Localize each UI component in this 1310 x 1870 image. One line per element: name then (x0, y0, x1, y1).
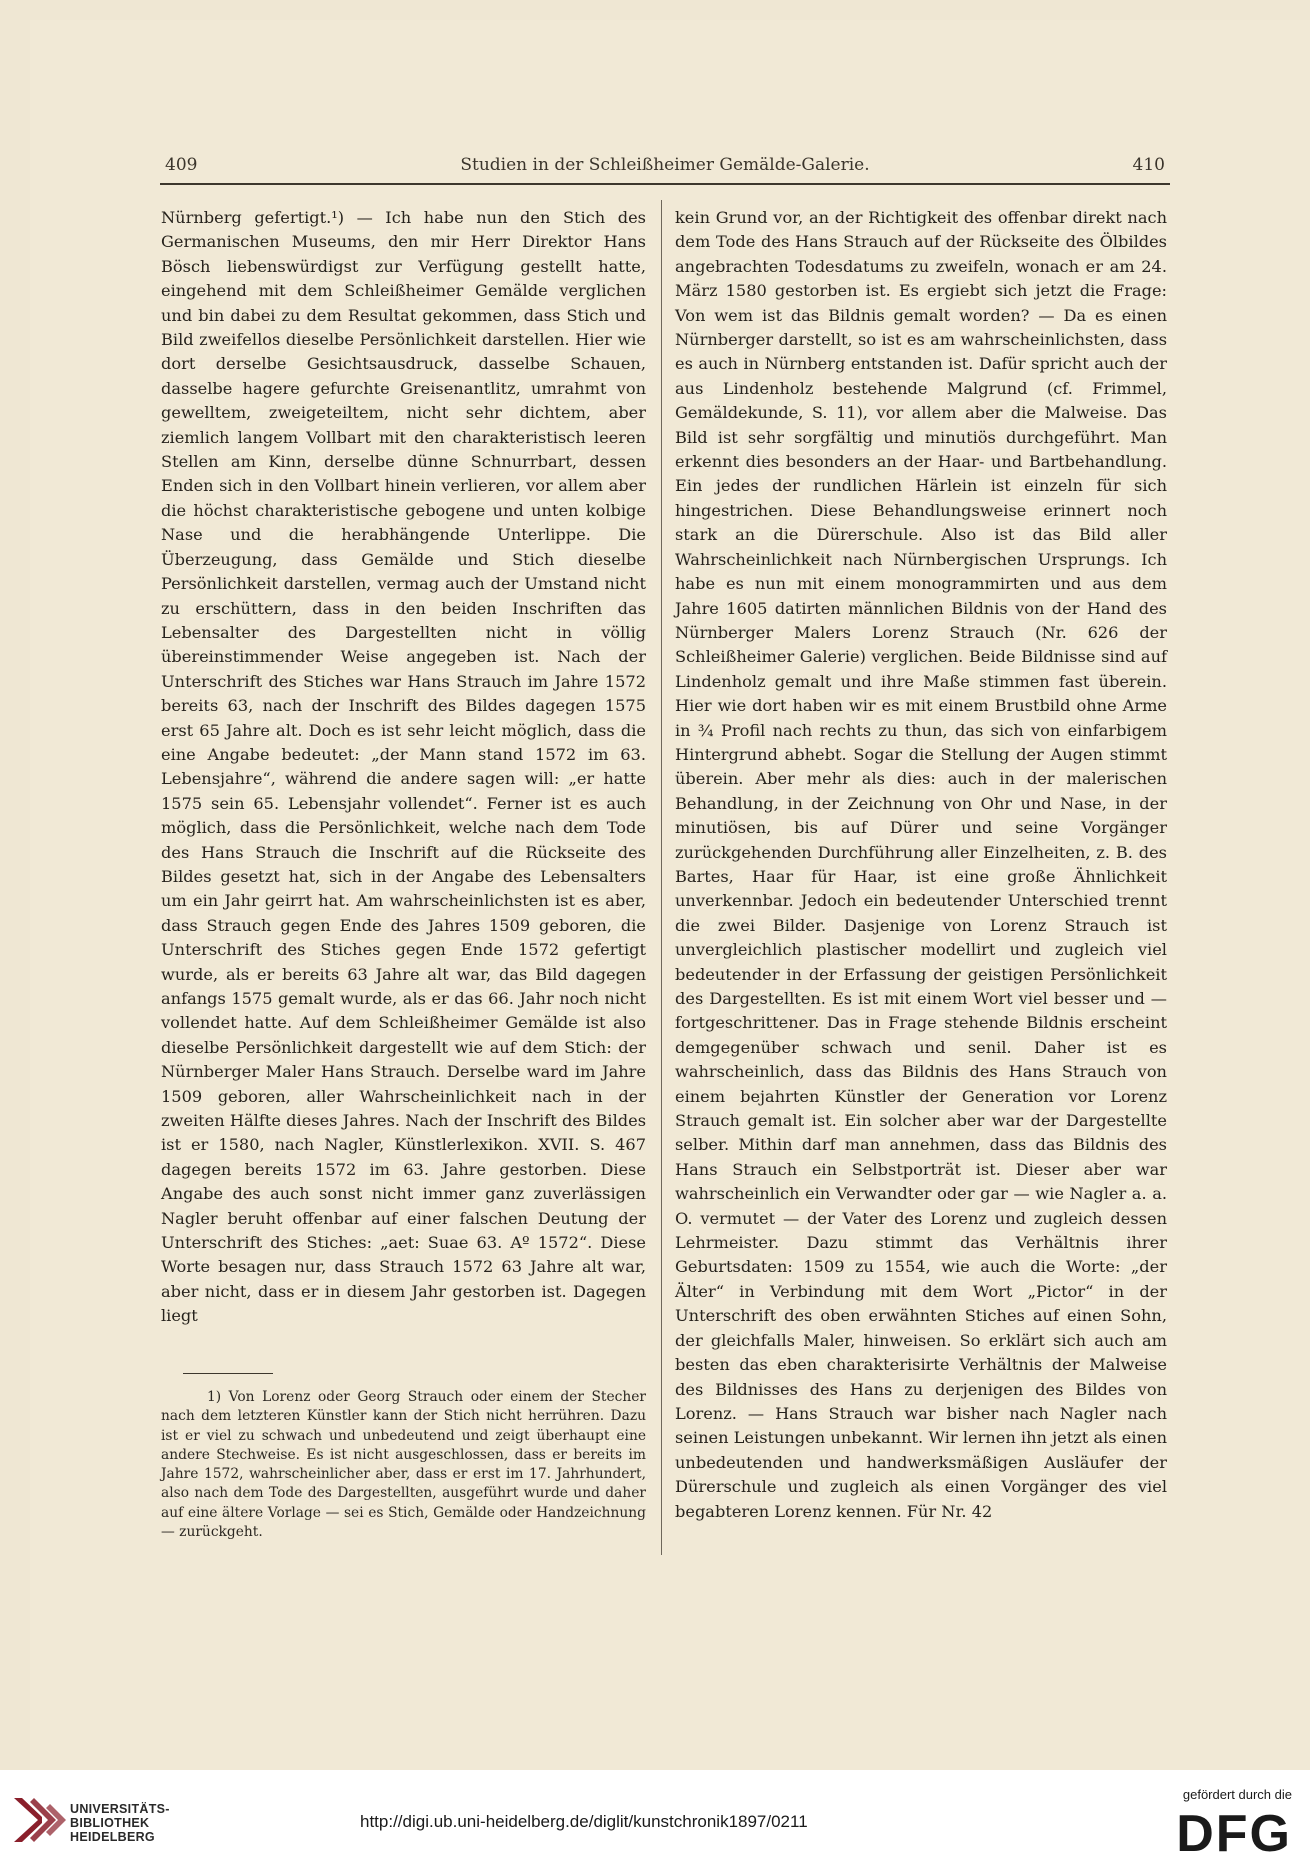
funding-label: gefördert durch die (1182, 1787, 1292, 1802)
library-name-line: HEIDELBERG (70, 1830, 155, 1844)
right-column (675, 206, 1167, 1524)
dfg-logo: DFG (1176, 1805, 1292, 1863)
page-number-right: 410 (1132, 155, 1165, 175)
left-column-text: Nürnberg gefertigt.¹) — Ich habe nun den Stich des Germanischen Museums, den mir Herr Direktor Hans Bösch liebenswürdigst zur Verfügung gestellt hatte, eingehend mit dem Schleißheimer Gemälde verglichen und bin dabei zu dem Resultat gekommen, dass Stich und Bild zweifellos dieselbe Persönlichkeit darstellen. Hier wie dort derselbe Gesichtsausdruck, dasselbe Schauen, dasselbe hagere gefurchte Greisenantlitz, umrahmt von gewelltem, zweigeteiltem, nicht sehr dichtem, aber ziemlich langem Vollbart mit den charakteristisch leeren Stellen am Kinn, derselbe dünne Schnurrbart, dessen Enden sich in den Vollbart hinein verlieren, vor allem aber die höchst charakteristische gebogene und unten kolbige Nase und die herabhängende Unterlippe. Die Überzeugung, dass Gemälde und Stich dieselbe Persönlichkeit darstellen, vermag auch der Umstand nicht zu erschüttern, dass in den beiden Inschriften das Lebensalter des Dargestellten nicht in völlig übereinstimmender Weise angegeben ist. Nach der Unterschrift des Stiches war Hans Strauch im Jahre 1572 bereits 63, nach der Inschrift des Bildes dagegen 1575 erst 65 Jahre alt. Doch es ist sehr leicht möglich, dass die eine Angabe bedeutet: „der Mann stand 1572 im 63. Lebensjahre“, während die andere sagen will: „er hatte 1575 sein 65. Lebensjahr vollendet“. Ferner ist es auch möglich, dass die Persönlichkeit, welche nach dem Tode des Hans Strauch die Inschrift auf die Rückseite des Bildes gesetzt hat, sich in der Angabe des Lebensalters um ein Jahr geirrt hat. Am wahrscheinlichsten ist es aber, dass Strauch gegen Ende des Jahres 1509 geboren, die Unterschrift des Stiches gegen Ende 1572 gefertigt wurde, als er bereits 63 Jahre alt war, das Bild dagegen anfangs 1575 gemalt wurde, als er das 66. Jahr noch nicht vollendet hatte. Auf dem Schleißheimer Gemälde ist also dieselbe Persönlichkeit dargestellt wie auf dem Stich: der Nürnberger Maler Hans Strauch. Derselbe ward im Jahre 1509 geboren, aller Wahrscheinlichkeit nach in der zweiten Hälfte dieses Jahres. Nach der Inschrift des Bildes ist er 1580, nach Nagler, Künstlerlexikon. XVII. S. 467 dagegen bereits 1572 im 63. Jahre gestorben. Diese Angabe des auch sonst nicht immer ganz zuverlässigen Nagler beruht offenbar auf einer falschen Deutung der Unterschrift des Stiches: „aet: Suae 63. Aº 1572“. Diese Worte besagen nur, dass Strauch 1572 63 Jahre alt war, aber nicht, dass er in diesem Jahr gestorben ist. Dagegen liegt (161, 208, 646, 1326)
university-library-logo-icon (8, 1790, 78, 1850)
header-rule (160, 183, 1170, 185)
source-url-link[interactable]: http://digi.ub.uni-heidelberg.de/diglit/kunstchronik1897/0211 (360, 1812, 808, 1831)
footnote (161, 1388, 646, 1542)
left-column (161, 206, 646, 1329)
column-divider (661, 200, 662, 1555)
footnote-rule (183, 1373, 273, 1374)
running-header (165, 155, 1165, 185)
library-name (70, 1802, 170, 1844)
library-name-line: UNIVERSITÄTS- (70, 1802, 170, 1816)
right-column-text: kein Grund vor, an der Richtigkeit des offenbar direkt nach dem Tode des Hans Strauch auf der Rückseite des Ölbildes angebrachten Todesdatums zu zweifeln, wonach er am 24. März 1580 gestorben ist. Es ergiebt sich jetzt die Frage: Von wem ist das Bildnis gemalt worden? — Da es einen Nürnberger darstellt, so ist es am wahrscheinlichsten, dass es auch in Nürnberg entstanden ist. Dafür spricht auch der aus Lindenholz bestehende Malgrund (cf. Frimmel, Gemäldekunde, S. 11), vor allem aber die Malweise. Das Bild ist sehr sorgfältig und minutiös durchgeführt. Man erkennt dies besonders an der Haar- und Bartbehandlung. Ein jedes der rundlichen Härlein ist einzeln für sich hingestrichen. Diese Behandlungsweise erinnert noch stark an die Dürerschule. Also ist das Bild aller Wahrscheinlichkeit nach Nürnbergischen Ursprungs. Ich habe es nun mit einem monogrammirten und aus dem Jahre 1605 datirten männlichen Bildnis von der Hand des Nürnberger Malers Lorenz Strauch (Nr. 626 der Schleißheimer Galerie) verglichen. Beide Bildnisse sind auf Lindenholz gemalt und ihre Maße stimmen fast überein. Hier wie dort haben wir es mit einem Brustbild ohne Arme in ¾ Profil nach rechts zu thun, das sich von einfarbigem Hintergrund abhebt. Sogar die Stellung der Augen stimmt überein. Aber mehr als dies: auch in der malerischen Behandlung, in der Zeichnung von Ohr und Nase, in der minutiösen, bis auf Dürer und seine Vorgänger zurückgehenden Durchführung aller Einzelheiten, z. B. des Bartes, Haar für Haar, ist eine große Ähnlichkeit unverkennbar. Jedoch ein bedeutender Unterschied trennt die zwei Bilder. Dasjenige von Lorenz Strauch ist unvergleichlich plastischer modellirt und zugleich viel bedeutender in der Erfassung der geistigen Persönlichkeit des Dargestellten. Es ist mit einem Wort viel besser und — fortgeschrittener. Das in Frage stehende Bildnis erscheint demgegenüber schwach und senil. Daher ist es wahrscheinlich, dass das Bildnis des Hans Strauch von einem bejahrten Künstler der Generation vor Lorenz Strauch gemalt ist. Ein solcher aber war der Dargestellte selber. Mithin darf man annehmen, dass das Bildnis des Hans Strauch ein Selbstporträt ist. Dieser aber war wahrscheinlich ein Verwandter oder gar — wie Nagler a. a. O. vermutet — der Vater des Lorenz und zugleich dessen Lehrmeister. Dazu stimmt das Verhältnis ihrer Geburtsdaten: 1509 zu 1554, wie auch die Worte: „der Älter“ in Verbindung mit dem Wort „Pictor“ in der Unterschrift des oben erwähnten Stiches auf einen Sohn, der gleichfalls Maler, hinweisen. So erklärt sich auch am besten das eben charakterisirte Verhältnis der Malweise des Bildnisses des Hans zu derjenigen des Bildes von Lorenz. — Hans Strauch war bisher nach Nagler nach seinen Leistungen unbekannt. Wir lernen ihn jetzt als einen unbedeutenden und handwerksmäßigen Ausläufer der Dürerschule und zugleich als einen Vorgänger des viel begabteren Lorenz kennen. Für Nr. 42 (675, 208, 1167, 1521)
library-name-line: BIBLIOTHEK (70, 1816, 150, 1830)
footnote-text: 1) Von Lorenz oder Georg Strauch oder einem der Stecher nach dem letzteren Künstler kann der Stich nicht herrühren. Dazu ist er viel zu schwach und unbedeutend und zeigt überhaupt eine andere Stechweise. Es ist nicht ausgeschlossen, dass er bereits im Jahre 1572, wahrscheinlicher aber, dass er erst im 17. Jahrhundert, also nach dem Tode des Dargestellten, ausgeführt wurde und daher auf eine ältere Vorlage — sei es Stich, Gemälde oder Handzeichnung — zurückgeht. (161, 1389, 646, 1541)
page-number-left: 409 (165, 155, 198, 175)
running-title: Studien in der Schleißheimer Gemälde-Galerie. (460, 155, 870, 175)
